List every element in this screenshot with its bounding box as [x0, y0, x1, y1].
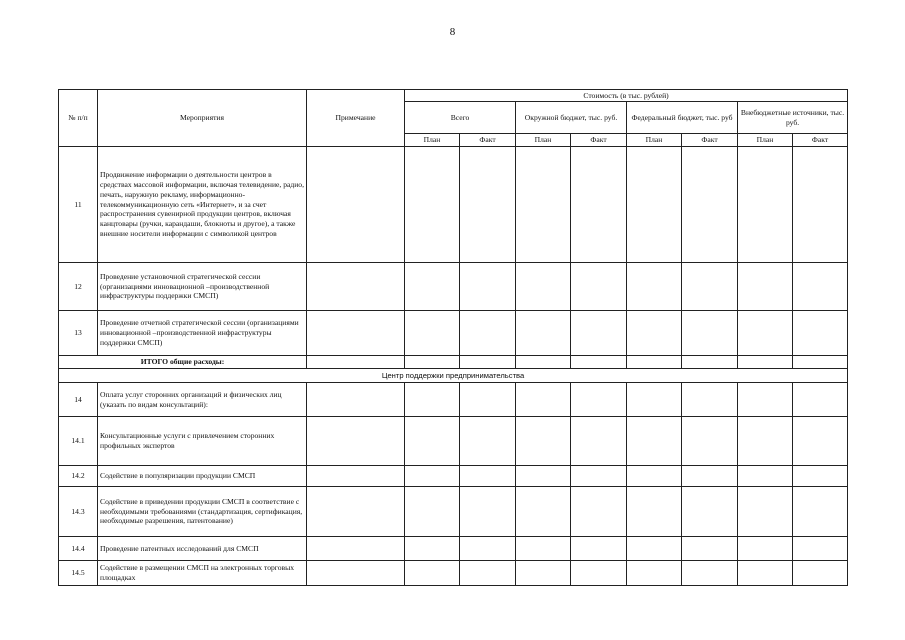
sub-header: Факт	[460, 134, 516, 147]
sub-header: План	[627, 134, 682, 147]
row-number: 14.3	[59, 487, 98, 537]
cost-table	[58, 89, 848, 586]
row-text: Содействие в размещении СМСП на электронных торговых площадках	[98, 561, 307, 586]
sub-header: План	[516, 134, 571, 147]
header-cost: Стоимость (в тыс. рублей)	[405, 90, 848, 102]
table-row	[59, 263, 848, 311]
row-number: 14	[59, 383, 98, 417]
sub-header: Факт	[682, 134, 738, 147]
total-label: ИТОГО общие расходы:	[59, 356, 307, 369]
header-group-offbudget: Внебюджетные источники, тыс. руб.	[738, 102, 848, 134]
sub-header: Факт	[571, 134, 627, 147]
row-number: 14.2	[59, 466, 98, 487]
table-row	[59, 147, 848, 263]
row-text: Проведение установочной стратегической сессии (организациями инновационной –производственной инфраструктуры поддержки СМСП)	[98, 263, 307, 311]
table-row	[59, 537, 848, 561]
sub-header: План	[405, 134, 460, 147]
row-number: 12	[59, 263, 98, 311]
row-number: 14.4	[59, 537, 98, 561]
page-number: 8	[449, 26, 456, 38]
header-group-total: Всего	[405, 102, 516, 134]
section-row	[59, 369, 848, 383]
table-row	[59, 417, 848, 466]
header-group-district: Окружной бюджет, тыс. руб.	[516, 102, 627, 134]
table-row	[59, 561, 848, 586]
header-group-federal: Федеральный бюджет, тыс. руб	[627, 102, 738, 134]
row-number: 13	[59, 311, 98, 356]
row-text: Содействие в приведении продукции СМСП в соответствие с необходимыми требованиями (стандартизация, сертификация, необходимые разрешения, патентование)	[98, 487, 307, 537]
header-event: Мероприятия	[98, 90, 307, 147]
table-row	[59, 466, 848, 487]
header-num: № п/п	[59, 90, 98, 147]
row-text: Содействие в популяризации продукции СМСП	[98, 466, 307, 487]
row-text: Продвижение информации о деятельности центров в средствах массовой информации, включая телевидение, радио, печать, наружную рекламу, информационно-телекоммуникационную сеть «Интернет», и за счет распространения сувенирной продукции центров, включая канцтовары (ручки, карандаши, блокноты и другое), а также внешние носители информации с символикой центров	[98, 147, 307, 263]
row-number: 14.5	[59, 561, 98, 586]
row-text: Проведение отчетной стратегической сессии (организациями инновационной –производственной инфраструктуры поддержки СМСП)	[98, 311, 307, 356]
table-row	[59, 311, 848, 356]
row-text: Проведение патентных исследований для СМСП	[98, 537, 307, 561]
row-number: 11	[59, 147, 98, 263]
row-text: Консультационные услуги с привлечением сторонних профильных экспертов	[98, 417, 307, 466]
total-row	[59, 356, 848, 369]
section-title: Центр поддержки предпринимательства	[59, 369, 848, 383]
table-row	[59, 487, 848, 537]
row-text: Оплата услуг сторонних организаций и физических лиц (указать по видам консультаций):	[98, 383, 307, 417]
row-number: 14.1	[59, 417, 98, 466]
table-row	[59, 383, 848, 417]
sub-header: План	[738, 134, 793, 147]
sub-header: Факт	[793, 134, 848, 147]
header-note: Примечание	[307, 90, 405, 147]
